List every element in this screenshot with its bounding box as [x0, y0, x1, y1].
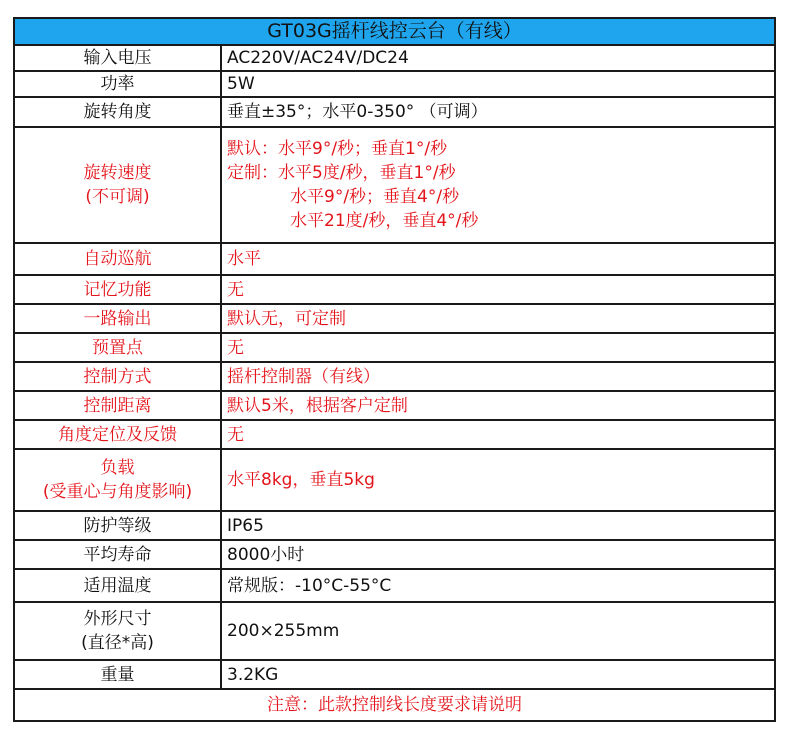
label-load-line1: 负载 [100, 458, 135, 478]
label-input-voltage: 输入电压 [14, 45, 221, 71]
title-row [14, 18, 775, 45]
label-weight: 重量 [14, 660, 221, 689]
label-rotation-speed [14, 127, 221, 243]
value-load: 水平8kg，垂直5kg [221, 449, 775, 511]
speed-line-option2: 水平9°/秒；垂直4°/秒 [290, 187, 460, 207]
label-output: 一路输出 [14, 304, 221, 333]
label-protection: 防护等级 [14, 511, 221, 540]
label-load-line2: (受重心与角度影响) [42, 482, 193, 502]
table-row [14, 391, 775, 420]
table-row [14, 333, 775, 362]
table-row [14, 304, 775, 333]
label-lifespan: 平均寿命 [14, 540, 221, 569]
table-row [14, 660, 775, 689]
label-temperature: 适用温度 [14, 569, 221, 602]
table-row [14, 275, 775, 304]
label-dimensions-line2: (直径*高) [81, 633, 154, 653]
value-input-voltage: AC220V/AC24V/DC24 [221, 45, 775, 71]
speed-line-custom: 定制：水平5度/秒，垂直1°/秒 [227, 163, 456, 183]
label-rotation-speed-line1: 旋转速度 [83, 163, 152, 183]
spec-table [13, 17, 776, 722]
table-row [14, 362, 775, 391]
label-memory: 记忆功能 [14, 275, 221, 304]
label-rotation-angle: 旋转角度 [14, 97, 221, 127]
label-power: 功率 [14, 71, 221, 97]
table-row [14, 511, 775, 540]
value-lifespan: 8000小时 [221, 540, 775, 569]
table-row [14, 540, 775, 569]
value-weight: 3.2KG [221, 660, 775, 689]
table-row [14, 569, 775, 602]
value-rotation-speed [221, 127, 775, 243]
value-memory: 无 [221, 275, 775, 304]
label-load [14, 449, 221, 511]
value-temperature: 常规版：-10°C-55°C [221, 569, 775, 602]
table-row [14, 97, 775, 127]
value-protection: IP65 [221, 511, 775, 540]
table-row [14, 243, 775, 275]
value-preset: 无 [221, 333, 775, 362]
value-rotation-angle: 垂直±35°；水平0-350° （可调） [221, 97, 775, 127]
value-control-distance: 默认5米，根据客户定制 [221, 391, 775, 420]
note-row [14, 689, 775, 721]
table-title: GT03G摇杆线控云台（有线） [14, 18, 775, 45]
label-angle-feedback: 角度定位及反馈 [14, 420, 221, 449]
value-angle-feedback: 无 [221, 420, 775, 449]
table-row [14, 71, 775, 97]
speed-line-option3: 水平21度/秒，垂直4°/秒 [290, 211, 479, 231]
value-power: 5W [221, 71, 775, 97]
note-text: 注意：此款控制线长度要求请说明 [14, 689, 775, 721]
label-auto-cruise: 自动巡航 [14, 243, 221, 275]
table-row [14, 127, 775, 243]
label-control-mode: 控制方式 [14, 362, 221, 391]
label-dimensions [14, 602, 221, 660]
table-row [14, 45, 775, 71]
table-row [14, 420, 775, 449]
table-row [14, 449, 775, 511]
value-control-mode: 摇杆控制器（有线） [221, 362, 775, 391]
value-dimensions: 200×255mm [221, 602, 775, 660]
speed-line-default: 默认：水平9°/秒；垂直1°/秒 [227, 139, 448, 159]
value-output: 默认无，可定制 [221, 304, 775, 333]
table-row [14, 602, 775, 660]
label-dimensions-line1: 外形尺寸 [83, 609, 152, 629]
label-control-distance: 控制距离 [14, 391, 221, 420]
value-auto-cruise: 水平 [221, 243, 775, 275]
label-rotation-speed-line2: (不可调) [85, 187, 150, 207]
label-preset: 预置点 [14, 333, 221, 362]
